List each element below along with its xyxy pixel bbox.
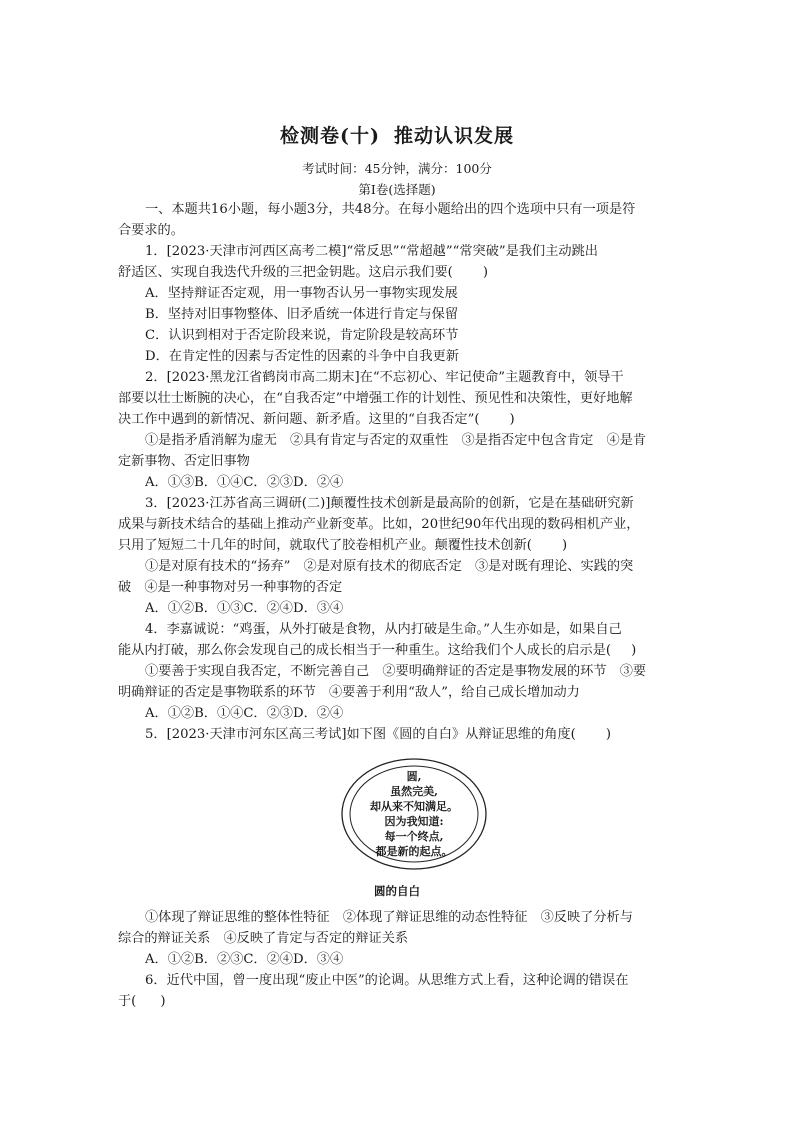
question-4-choices: A．①②B．①④C．②③D．②④ [145,706,344,721]
question-4-stem: 能从内打破，那么你会发现自己的成长相当于一种重生。这给我们个人成长的启示是( ) [118,643,637,658]
figure-text-line: 虽然完美, [390,785,438,798]
question-3-stem: 只用了短短二十几年的时间，就取代了胶卷相机产业。颠覆性技术创新( ) [118,538,568,553]
instructions-line: 合要求的。 [118,223,184,238]
question-3-stem: 成果与新技术结合的基础上推动产业新变革。比如，20世纪90年代出现的数码相机产业， [118,517,640,532]
question-5-choices: A．①②B．②③C．②④D．③④ [145,952,344,967]
question-2-stem: 决工作中遇到的新情况、新问题、新矛盾。这里的“自我否定”( ) [118,412,515,427]
question-3-statements: ①是对原有技术的“扬弃” ②是对原有技术的彻底否定 ③是对既有理论、实践的突 [145,559,634,574]
question-3-choices: A．①②B．①③C．②④D．③④ [145,601,344,616]
page-title [0,121,794,148]
question-5-stem: 5．[2023·天津市河东区高三考试]如下图《圆的自白》从辩证思维的角度( ) [145,727,611,742]
section-heading: 第Ⅰ卷(选择题) [358,182,436,197]
title-topic: 推动认识发展 [393,125,514,147]
figure-text-line: 却从来不知满足。 [370,800,458,813]
question-6-stem: 6．近代中国，曾一度出现“废止中医”的论调。从思维方式上看，这种论调的错误在 [145,973,629,988]
question-3-statements: 破 ④是一种事物对另一种事物的否定 [118,580,343,595]
figure-text-line: 每一个终点, [384,830,444,843]
question-6-stem: 于( ) [118,994,166,1009]
question-1-option-d: D．在肯定性的因素与否定性的因素的斗争中自我更新 [145,349,459,364]
instructions-line: 一、本题共16小题，每小题3分，共48分。在每小题给出的四个选项中只有一项是符 [145,202,636,217]
title-volume: 检测卷(十) [280,125,380,147]
question-1-stem: 舒适区、实现自我迭代升级的三把金钥匙。这启示我们要( ) [118,265,488,280]
question-1-stem: 1．[2023·天津市河西区高考二模]“常反思”“常超越”“常突破”是我们主动跳出 [145,244,598,259]
question-4-statements: 明确辩证的否定是事物联系的环节 ④要善于利用“敌人”，给自己成长增加动力 [118,685,580,700]
question-2-stem: 部要以壮士断腕的决心，在“自我否定”中增强工作的计划性、预见性和决策性，更好地解 [118,391,633,406]
question-2-stem: 2．[2023·黑龙江省鹤岗市高二期末]在“不忘初心、牢记使命”主题教育中，领导干 [145,370,624,385]
figure-text-line: 都是新的起点。 [375,845,453,858]
figure-text-line: 因为我知道: [384,815,444,828]
question-1-option-a: A．坚持辩证否定观，用一事物否认另一事物实现发展 [145,286,458,301]
question-5-statements: 综合的辩证关系 ④反映了肯定与否定的辩证关系 [118,931,409,946]
exam-info: 考试时间：45分钟，满分：100分 [302,161,492,176]
figure-text-line: 圆, [406,770,422,783]
question-2-statements: ①是指矛盾消解为虚无 ②具有肯定与否定的双重性 ③是指否定中包含肯定 ④是肯 [145,433,647,448]
question-2-choices: A．①③B．①④C．②③D．②④ [145,475,344,490]
figure-caption: 圆的自白 [374,884,420,898]
question-1-option-b: B．坚持对旧事物整体、旧矛盾统一体进行肯定与保留 [145,307,459,322]
question-5-statements: ①体现了辩证思维的整体性特征 ②体现了辩证思维的动态性特征 ③反映了分析与 [145,910,633,925]
circle-figure [340,757,488,871]
question-4-statements: ①要善于实现自我否定，不断完善自己 ②要明确辩证的否定是事物发展的环节 ③要 [145,664,647,679]
question-1-option-c: C．认识到相对于否定阶段来说，肯定阶段是较高环节 [145,328,459,343]
question-2-statements: 定新事物、否定旧事物 [118,454,250,469]
question-4-stem: 4．李嘉诚说：“鸡蛋，从外打破是食物，从内打破是生命。”人生亦如是，如果自己 [145,622,622,637]
question-3-stem: 3．[2023·江苏省高三调研(二)]颠覆性技术创新是最高阶的创新，它是在基础研究新 [145,496,634,511]
